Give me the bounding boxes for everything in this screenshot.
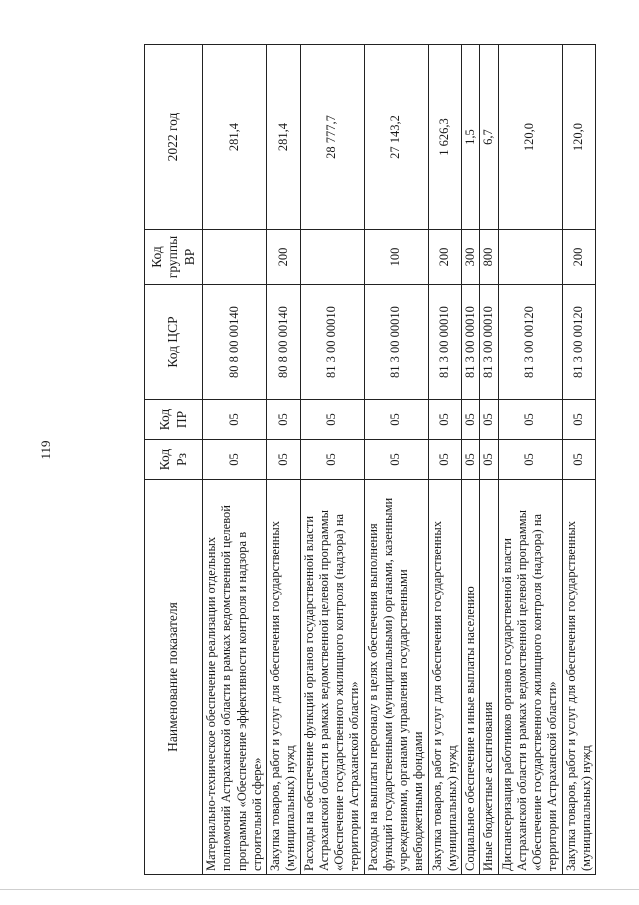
row-csr: 80 8 00 00140 xyxy=(203,285,267,400)
row-name: Расходы на обеспечение функций органов государственной власти Астраханской области в рамках ведомственной целевой программы «Обеспечение государственного жилищного контроля (надзора) на территории Астраханской области» xyxy=(300,480,364,875)
row-csr: 81 3 00 00010 xyxy=(364,285,428,400)
row-csr: 81 3 00 00010 xyxy=(462,285,480,400)
row-vr: 100 xyxy=(364,230,428,285)
row-rz: 05 xyxy=(428,440,462,480)
row-amount: 120,0 xyxy=(562,45,596,230)
row-amount: 281,4 xyxy=(267,45,301,230)
row-pr: 05 xyxy=(498,400,562,440)
row-amount: 1 626,3 xyxy=(428,45,462,230)
page-bottom-divider xyxy=(0,889,639,890)
row-name: Закупка товаров, работ и услуг для обеспечения государственных (муниципальных) нужд xyxy=(562,480,596,875)
table-row xyxy=(428,45,462,875)
table-row xyxy=(267,45,301,875)
row-pr: 05 xyxy=(300,400,364,440)
row-vr: 200 xyxy=(428,230,462,285)
row-rz: 05 xyxy=(364,440,428,480)
row-rz: 05 xyxy=(498,440,562,480)
table-row xyxy=(300,45,364,875)
table-row xyxy=(480,45,498,875)
row-name: Диспансеризация работников органов государственной власти Астраханской области в рамках ведомственной целевой программы «Обеспечение государственного жилищного контроля (надзора) на территории Астраханской области» xyxy=(498,480,562,875)
row-name: Социальное обеспечение и иные выплаты населению xyxy=(462,480,480,875)
row-vr xyxy=(498,230,562,285)
row-rz: 05 xyxy=(480,440,498,480)
row-vr xyxy=(203,230,267,285)
table-row xyxy=(364,45,428,875)
row-amount: 120,0 xyxy=(498,45,562,230)
row-name: Иные бюджетные ассигнования xyxy=(480,480,498,875)
row-rz: 05 xyxy=(562,440,596,480)
row-vr: 200 xyxy=(267,230,301,285)
row-csr: 81 3 00 00010 xyxy=(428,285,462,400)
row-rz: 05 xyxy=(267,440,301,480)
header-vr: Код группы ВР xyxy=(145,230,203,285)
table-row xyxy=(203,45,267,875)
header-pr: Код ПР xyxy=(145,400,203,440)
row-csr: 81 3 00 00120 xyxy=(498,285,562,400)
rotated-table-container xyxy=(144,45,593,875)
row-pr: 05 xyxy=(480,400,498,440)
row-amount: 6,7 xyxy=(480,45,498,230)
table-row xyxy=(462,45,480,875)
row-amount: 27 143,2 xyxy=(364,45,428,230)
row-csr: 81 3 00 00010 xyxy=(480,285,498,400)
budget-table xyxy=(144,44,596,875)
row-pr: 05 xyxy=(364,400,428,440)
row-name: Расходы на выплаты персоналу в целях обеспечения выполнения функций государственными (муниципальными) органами, казенными учреждениями, органами управления государственными внебюджетными фондами xyxy=(364,480,428,875)
row-pr: 05 xyxy=(428,400,462,440)
row-name: Закупка товаров, работ и услуг для обеспечения государственных (муниципальных) нужд xyxy=(267,480,301,875)
table-header-row xyxy=(145,45,203,875)
row-csr: 80 8 00 00140 xyxy=(267,285,301,400)
row-pr: 05 xyxy=(462,400,480,440)
row-pr: 05 xyxy=(267,400,301,440)
header-name: Наименование показателя xyxy=(145,480,203,875)
row-csr: 81 3 00 00010 xyxy=(300,285,364,400)
row-amount: 1,5 xyxy=(462,45,480,230)
row-name: Материально-техническое обеспечение реализации отдельных полномочий Астраханской области в рамках ведомственной целевой программы «Обеспечение эффективности контроля и надзора в строительной сфере» xyxy=(203,480,267,875)
row-amount: 281,4 xyxy=(203,45,267,230)
row-rz: 05 xyxy=(462,440,480,480)
row-amount: 28 777,7 xyxy=(300,45,364,230)
header-csr: Код ЦСР xyxy=(145,285,203,400)
row-rz: 05 xyxy=(300,440,364,480)
table-row xyxy=(498,45,562,875)
row-vr xyxy=(300,230,364,285)
header-year: 2022 год xyxy=(145,45,203,230)
page-number: 119 xyxy=(38,440,53,460)
row-pr: 05 xyxy=(562,400,596,440)
row-name: Закупка товаров, работ и услуг для обеспечения государственных (муниципальных) нужд xyxy=(428,480,462,875)
table-row xyxy=(562,45,596,875)
row-vr: 300 xyxy=(462,230,480,285)
row-pr: 05 xyxy=(203,400,267,440)
row-vr: 800 xyxy=(480,230,498,285)
row-rz: 05 xyxy=(203,440,267,480)
header-rz: Код Рз xyxy=(145,440,203,480)
row-vr: 200 xyxy=(562,230,596,285)
row-csr: 81 3 00 00120 xyxy=(562,285,596,400)
